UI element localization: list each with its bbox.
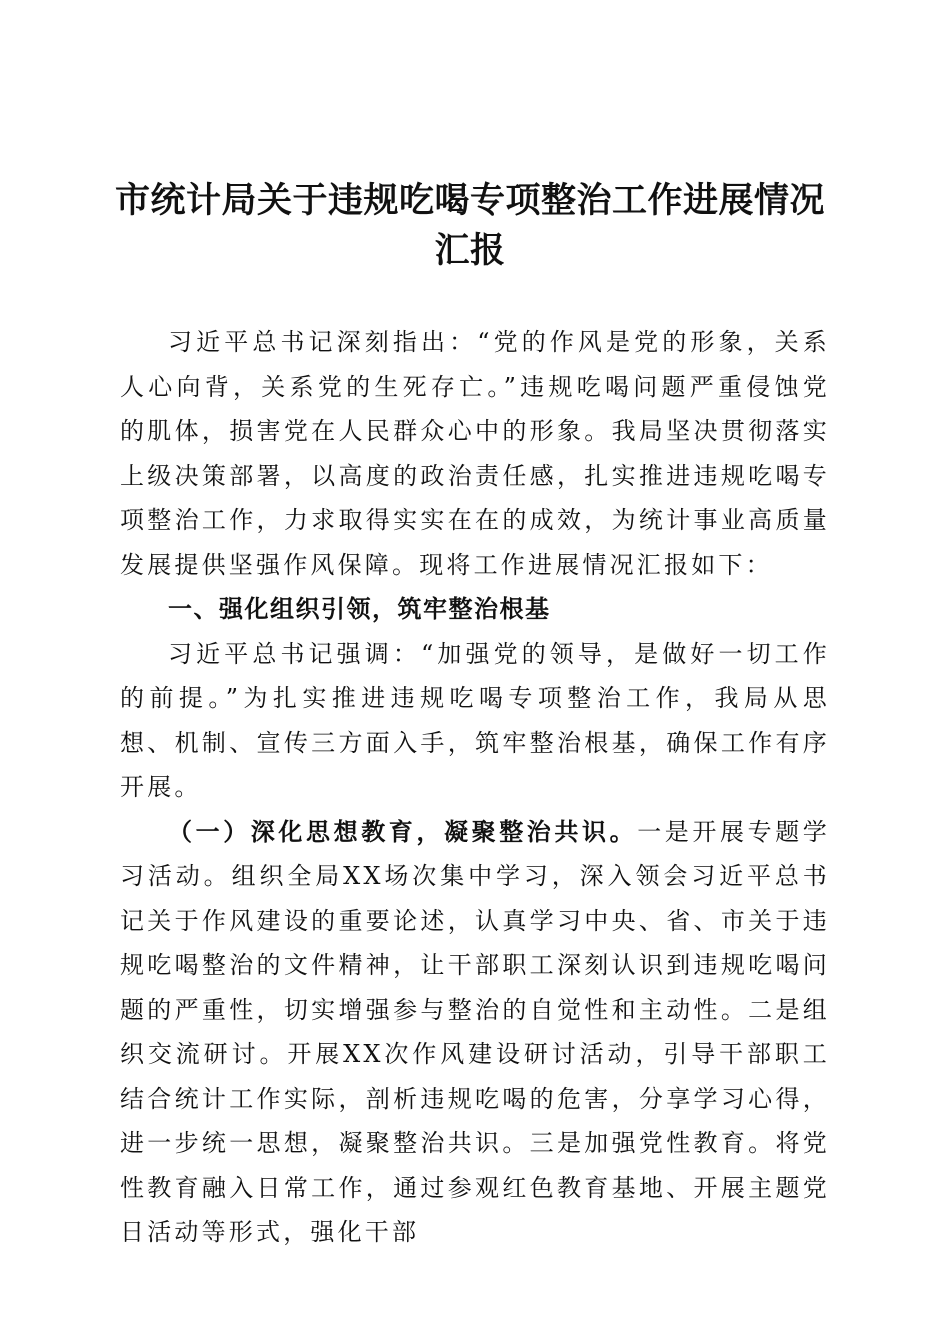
intro-paragraph: 习近平总书记深刻指出：“党的作风是党的形象，关系人心向背，关系党的生死存亡。”违规吃喝问题严重侵蚀党的肌体，损害党在人民群众心中的形象。我局坚决贯彻落实上级决策部署，以高度的政治责任感，扎实推进违规吃喝专项整治工作，力求取得实实在在的成效，为统计事业高质量发展提供坚强作风保障。现将工作进展情况汇报如下：: [120, 328, 830, 579]
section-paragraph: 习近平总书记强调：“加强党的领导，是做好一切工作的前提。”为扎实推进违规吃喝专项整治工作，我局从思想、机制、宣传三方面入手，筑牢整治根基，确保工作有序开展。: [120, 639, 830, 801]
document-body: [120, 320, 830, 1255]
subsection-heading: （一）深化思想教育，凝聚整治共识。: [168, 816, 638, 846]
subsection-text: 一是开展专题学习活动。组织全局XX场次集中学习，深入领会习近平总书记关于作风建设的重要论述，认真学习中央、省、市关于违规吃喝整治的文件精神，让干部职工深刻认识到违规吃喝问题的严重性，切实增强参与整治的自觉性和主动性。二是组织交流研讨。开展XX次作风建设研讨活动，引导干部职工结合统计工作实际，剖析违规吃喝的危害，分享学习心得，进一步统一思想，凝聚整治共识。三是加强党性教育。将党性教育融入日常工作，通过参观红色教育基地、开展主题党日活动等形式，强化干部: [120, 817, 830, 1246]
document-title: 市统计局关于违规吃喝专项整治工作进展情况汇报: [114, 180, 825, 271]
section-heading: 一、强化组织引领，筑牢整治根基: [168, 595, 551, 623]
subsection-paragraph: [120, 810, 830, 1255]
